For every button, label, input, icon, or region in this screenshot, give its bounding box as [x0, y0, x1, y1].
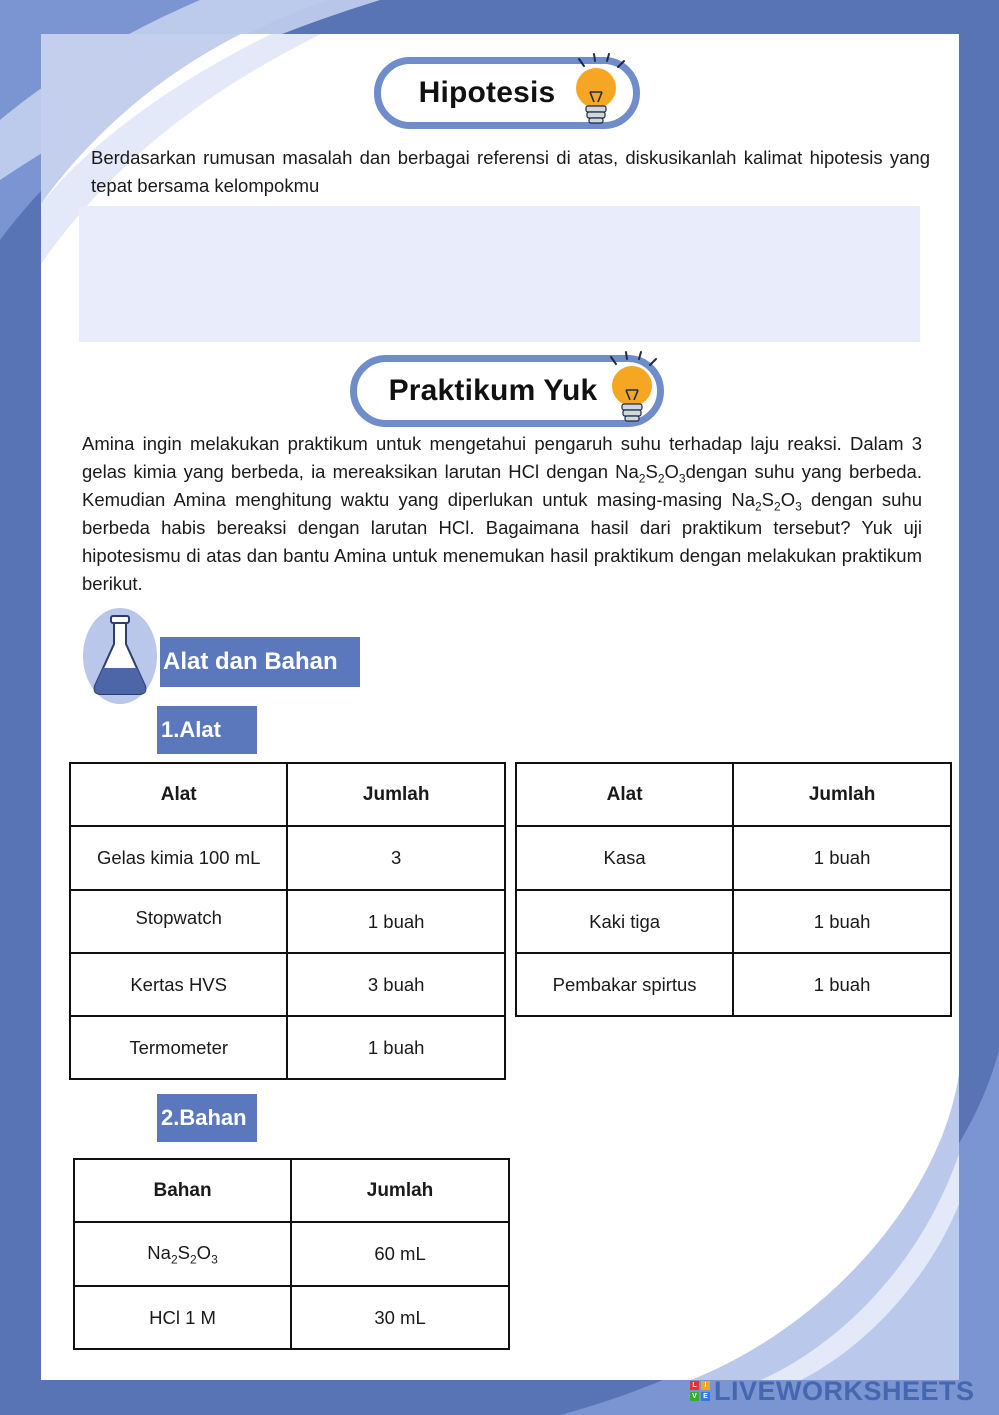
table-row [70, 890, 505, 953]
lightbulb-icon [600, 350, 670, 432]
cell-jumlah: 30 mL [291, 1286, 509, 1349]
cell-jumlah: 1 buah [287, 1016, 505, 1079]
table-row [516, 826, 951, 890]
praktikum-paragraph [82, 430, 922, 598]
praktikum-text-3: dengan suhu berbeda habis bereaksi dengan larutan HCl. Bagaimana hasil dari praktikum tersebut? Yuk uji hipotesismu di atas dan bantu Amina untuk menemukan hasil praktikum dengan melakukan praktikum berikut. [82, 489, 922, 594]
cell-jumlah: 3 buah [287, 953, 505, 1016]
praktikum-title: Praktikum Yuk [388, 374, 598, 407]
cell-alat: Gelas kimia 100 mL [70, 826, 287, 890]
table-row [70, 826, 505, 890]
column-header-bahan: Bahan [74, 1159, 291, 1222]
cell-alat: Termometer [70, 1016, 287, 1079]
cell-jumlah: 1 buah [733, 953, 951, 1016]
column-header-alat: Alat [516, 763, 733, 826]
cell-bahan: HCl 1 M [74, 1286, 291, 1349]
cell-jumlah: 1 buah [733, 890, 951, 953]
praktikum-text-1: Amina ingin melakukan praktikum untuk mengetahui pengaruh suhu terhadap laju reaksi. Dalam 3 gelas kimia yang berbeda, ia mereaksikan larutan HCl dengan [82, 433, 922, 482]
table-row [74, 1286, 509, 1349]
flask-icon [81, 606, 159, 706]
hipotesis-title: Hipotesis [418, 76, 556, 109]
column-header-jumlah: Jumlah [291, 1159, 509, 1222]
table-row [70, 1016, 505, 1079]
alat-dan-bahan-heading: Alat dan Bahan [160, 637, 360, 687]
table-row [516, 953, 951, 1016]
alat-table-right [515, 762, 952, 1017]
liveworksheets-logo[interactable] [690, 1374, 975, 1408]
hipotesis-instruction: Berdasarkan rumusan masalah dan berbagai referensi di atas, diskusikanlah kalimat hipotesis yang tepat bersama kelompokmu [91, 147, 930, 196]
cell-jumlah: 1 buah [733, 826, 951, 890]
table-row [70, 953, 505, 1016]
column-header-jumlah: Jumlah [287, 763, 505, 826]
bahan-subheading: 2.Bahan [157, 1094, 257, 1142]
cell-alat: Kaki tiga [516, 890, 733, 953]
praktikum-text-2: dengan suhu yang berbeda. Kemudian Amina menghitung waktu yang diperlukan untuk masing-masing [82, 461, 922, 510]
cell-alat: Kertas HVS [70, 953, 287, 1016]
cell-alat: Kasa [516, 826, 733, 890]
bahan-table [73, 1158, 510, 1350]
brand-name: LIVEWORKSHEETS [714, 1375, 975, 1406]
column-header-jumlah: Jumlah [733, 763, 951, 826]
alat-subheading: 1.Alat [157, 706, 257, 754]
cell-alat: Stopwatch [70, 890, 287, 953]
cell-jumlah: 3 [287, 826, 505, 890]
lightbulb-icon [568, 52, 638, 134]
column-header-alat: Alat [70, 763, 287, 826]
table-row [74, 1222, 509, 1286]
cell-alat: Pembakar spirtus [516, 953, 733, 1016]
hipotesis-answer-field[interactable] [79, 206, 920, 342]
table-row [516, 890, 951, 953]
cell-bahan: $Na_2S_2O_3$ [74, 1222, 291, 1286]
formula-na2s2o3: $Na_2S_2O_3$ [615, 461, 686, 486]
cell-jumlah: 60 mL [291, 1222, 509, 1286]
formula-na2s2o3: $Na_2S_2O_3$ [731, 489, 802, 514]
alat-table-left [69, 762, 506, 1080]
cell-jumlah: 1 buah [287, 890, 505, 953]
logo-grid-icon: L I V E [690, 1381, 710, 1401]
